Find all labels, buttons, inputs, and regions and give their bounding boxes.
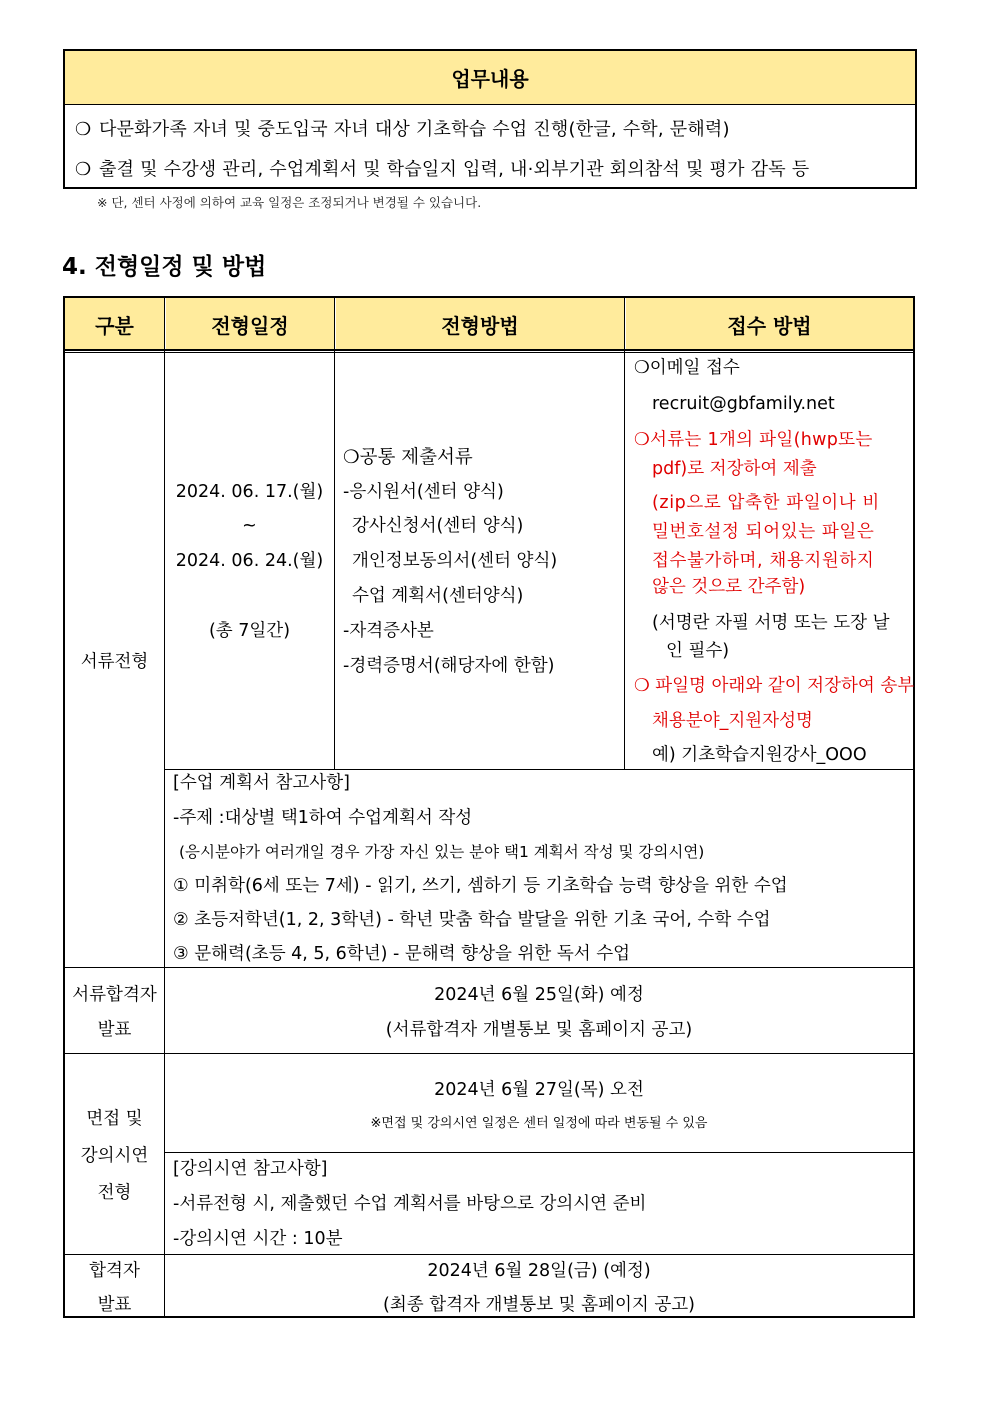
method-line: 수업 계획서(센터양식) [352,586,524,606]
row-label-doc-result-2: 발표 [97,1020,132,1040]
row-label-final-2: 발표 [97,1295,132,1315]
receipt-file-line: 접수불가하며, 채용지원하지 [652,551,875,571]
plan-note-line: [수업 계획서 참고사항] [173,773,350,793]
header-rule-inner [63,352,915,353]
receipt-file-line: (zip으로 압축한 파일이나 비 [652,493,880,513]
row-label-interview-3: 전형 [97,1183,132,1203]
receipt-filename-line: ❍ 파일명 아래와 같이 저장하여 송부 [634,676,915,696]
bullet-circle-icon: ❍ [75,159,92,180]
row-label-interview-2: 강의시연 [80,1146,149,1166]
row-label-interview: 면접 및 [86,1109,143,1129]
table-border-top [63,296,915,298]
selection-table [63,296,915,1318]
schedule-tilde: ~ [242,516,257,536]
receipt-file-line: 않은 것으로 간주함) [652,577,806,597]
header-rule [63,349,915,351]
receipt-email-address: recruit@gbfamily.net [652,394,835,414]
receipt-file-line: pdf)로 저장하여 제출 [652,459,817,479]
plan-note-line: ① 미취학(6세 또는 7세) - 읽기, 쓰기, 셈하기 등 기초학습 능력 향상을 위한 수업 [173,876,788,896]
method-title: ❍공통 제출서류 [343,447,473,468]
plan-note-line: ③ 문해력(초등 4, 5, 6학년) - 문해력 향상을 위한 독서 수업 [173,944,631,964]
table-border-right [913,296,915,1318]
duty-item-2 [75,155,905,181]
method-line: -응시원서(센터 양식) [343,482,504,502]
duty-item-1 [75,115,905,141]
row-label-doc-result: 서류합격자 [72,985,157,1005]
final-notice: (최종 합격자 개별통보 및 홈페이지 공고) [383,1295,695,1315]
doc-result-date: 2024년 6월 25일(화) 예정 [434,985,644,1005]
interview-note: ※면접 및 강의시연 일정은 센터 일정에 따라 변동될 수 있음 [370,1116,708,1131]
receipt-email-title: ❍이메일 접수 [634,358,740,378]
schedule-start: 2024. 06. 17.(월) [175,482,324,502]
receipt-sign-line: 인 필수) [666,641,730,661]
col-header-method: 전형방법 [336,298,624,350]
row-divider [63,1053,915,1054]
col-header-schedule: 전형일정 [166,298,334,350]
receipt-file-line: 밀번호설정 되어있는 파일은 [652,522,875,542]
final-date: 2024년 6월 28일(금) (예정) [427,1261,651,1281]
schedule-end: 2024. 06. 24.(월) [175,551,324,571]
doc-result-notice: (서류합격자 개별통보 및 홈페이지 공고) [385,1020,693,1040]
col-divider [624,296,625,769]
method-line: -경력증명서(해당자에 한함) [343,656,555,676]
section-title: 4. 전형일정 및 방법 [62,254,267,280]
duty-text: 출결 및 수강생 관리, 수업계획서 및 학습일지 입력, 내·외부기관 회의참석 및 평가 감독 등 [99,159,810,180]
plan-note-line: (응시분야가 여러개일 경우 가장 자신 있는 분야 택1 계획서 작성 및 강의시연) [179,843,705,861]
duties-box [63,49,917,189]
duties-header: 업무내용 [65,51,915,105]
method-line: 강사신청서(센터 양식) [352,516,524,536]
receipt-example: 예) 기초학습지원강사_OOO [652,745,867,765]
schedule-duration: (총 7일간) [208,621,291,641]
row-label-doc-screening: 서류전형 [80,652,149,672]
plan-note-line: ② 초등저학년(1, 2, 3학년) - 학년 맞춤 학습 발달을 위한 기초 국어, 수학 수업 [173,910,771,930]
method-line: -자격증사본 [343,621,434,641]
col-header-receipt: 접수 방법 [626,298,913,350]
col-divider [334,296,335,769]
col-header-category: 구분 [65,298,164,350]
demo-note-line: [강의시연 참고사항] [173,1159,328,1179]
receipt-file-line: ❍서류는 1개의 파일(hwp또는 [634,430,873,450]
receipt-filename-line: 채용분야_지원자성명 [652,711,813,731]
col-divider [164,296,165,1318]
demo-note-line: -서류전형 시, 제출했던 수업 계획서를 바탕으로 강의시연 준비 [173,1194,647,1214]
demo-note-line: -강의시연 시간 : 10분 [173,1229,343,1249]
schedule-note: ※ 단, 센터 사정에 의하여 교육 일정은 조정되거나 변경될 수 있습니다. [97,195,482,210]
interview-date: 2024년 6월 27일(목) 오전 [434,1080,644,1100]
plan-note-line: -주제 :대상별 택1하여 수업계획서 작성 [173,808,473,828]
method-line: 개인정보동의서(센터 양식) [352,551,558,571]
row-label-final: 합격자 [89,1261,140,1281]
duty-text: 다문화가족 자녀 및 중도입국 자녀 대상 기초학습 수업 진행(한글, 수학, 문해력) [99,119,730,140]
bullet-circle-icon: ❍ [75,119,92,140]
receipt-sign-line: (서명란 자필 서명 또는 도장 날 [652,613,890,633]
